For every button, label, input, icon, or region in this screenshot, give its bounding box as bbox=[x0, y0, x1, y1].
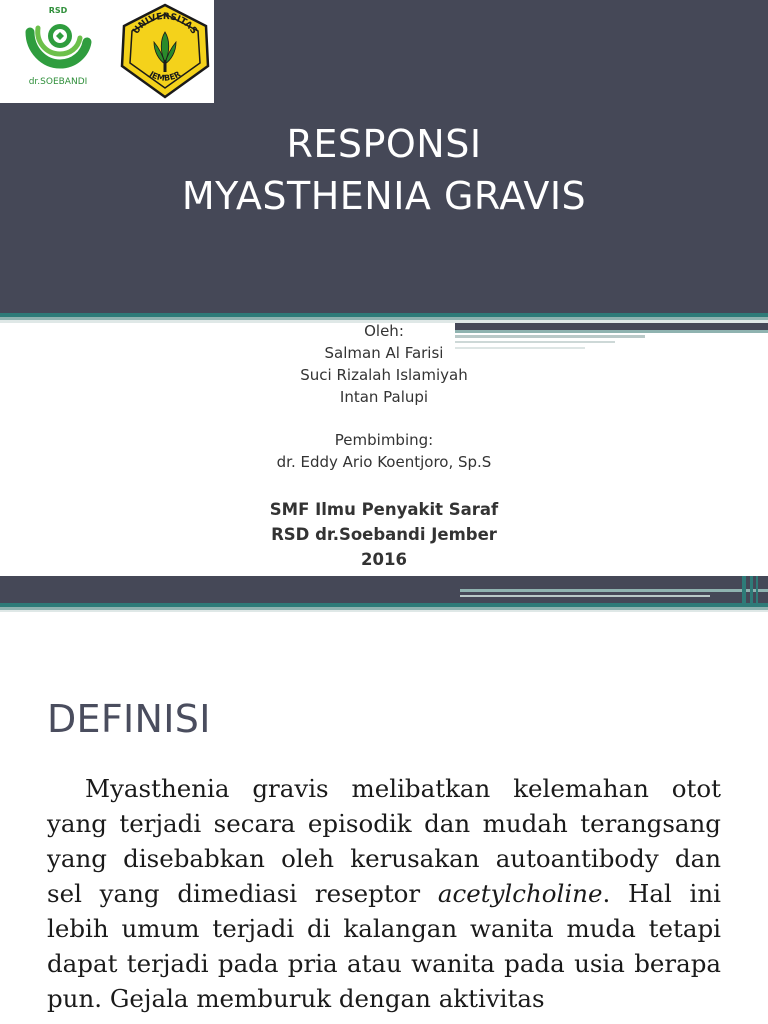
presentation-title bbox=[0, 118, 768, 222]
logo-area bbox=[0, 0, 214, 103]
definition-heading: DEFINISI bbox=[47, 697, 211, 741]
advisor-name: dr. Eddy Ario Koentjoro, Sp.S bbox=[276, 453, 492, 471]
definition-slide bbox=[0, 615, 768, 1024]
rsd-logo-text-bottom: dr.SOEBANDI bbox=[28, 77, 88, 87]
org-department: SMF Ilmu Penyakit Saraf bbox=[269, 500, 499, 519]
title-line-1: RESPONSI bbox=[286, 122, 482, 166]
by-label: Oleh: bbox=[364, 322, 404, 340]
credits-block bbox=[0, 320, 768, 473]
org-hospital: RSD dr.Soebandi Jember bbox=[271, 525, 497, 544]
definition-text-part-2: . Hal ini lebih umum terjadi di kalangan wanita muda tetapi dapat terjadi pada pria atau wanita pada usia berapa pun. Gejala memburuk dengan aktivitas bbox=[47, 879, 722, 1013]
universitas-jember-logo bbox=[116, 2, 214, 100]
definition-body bbox=[47, 771, 721, 1016]
unej-logo-text-bottom: JEMBER bbox=[147, 69, 183, 83]
unej-logo-text-top: UNIVERSITAS bbox=[131, 11, 199, 37]
org-year: 2016 bbox=[361, 550, 407, 569]
definition-text-part-1: Myasthenia gravis melibatkan kelemahan otot yang terjadi secara episodik dan mudah terangsang yang disebabkan oleh kerusakan autoantibody dan sel yang dimediasi reseptor bbox=[47, 774, 721, 908]
organization-block bbox=[0, 497, 768, 572]
rsd-soebandi-logo bbox=[8, 2, 108, 100]
author-2: Suci Rizalah Islamiyah bbox=[300, 366, 468, 384]
author-1: Salman Al Farisi bbox=[324, 344, 444, 362]
advisor-label: Pembimbing: bbox=[334, 431, 434, 449]
rsd-logo-text-top: RSD bbox=[48, 6, 68, 15]
title-line-2: MYASTHENIA GRAVIS bbox=[181, 174, 587, 218]
author-3: Intan Palupi bbox=[339, 388, 429, 406]
definition-term: acetylcholine bbox=[437, 879, 603, 908]
decorative-stripes-bottom bbox=[0, 576, 768, 615]
